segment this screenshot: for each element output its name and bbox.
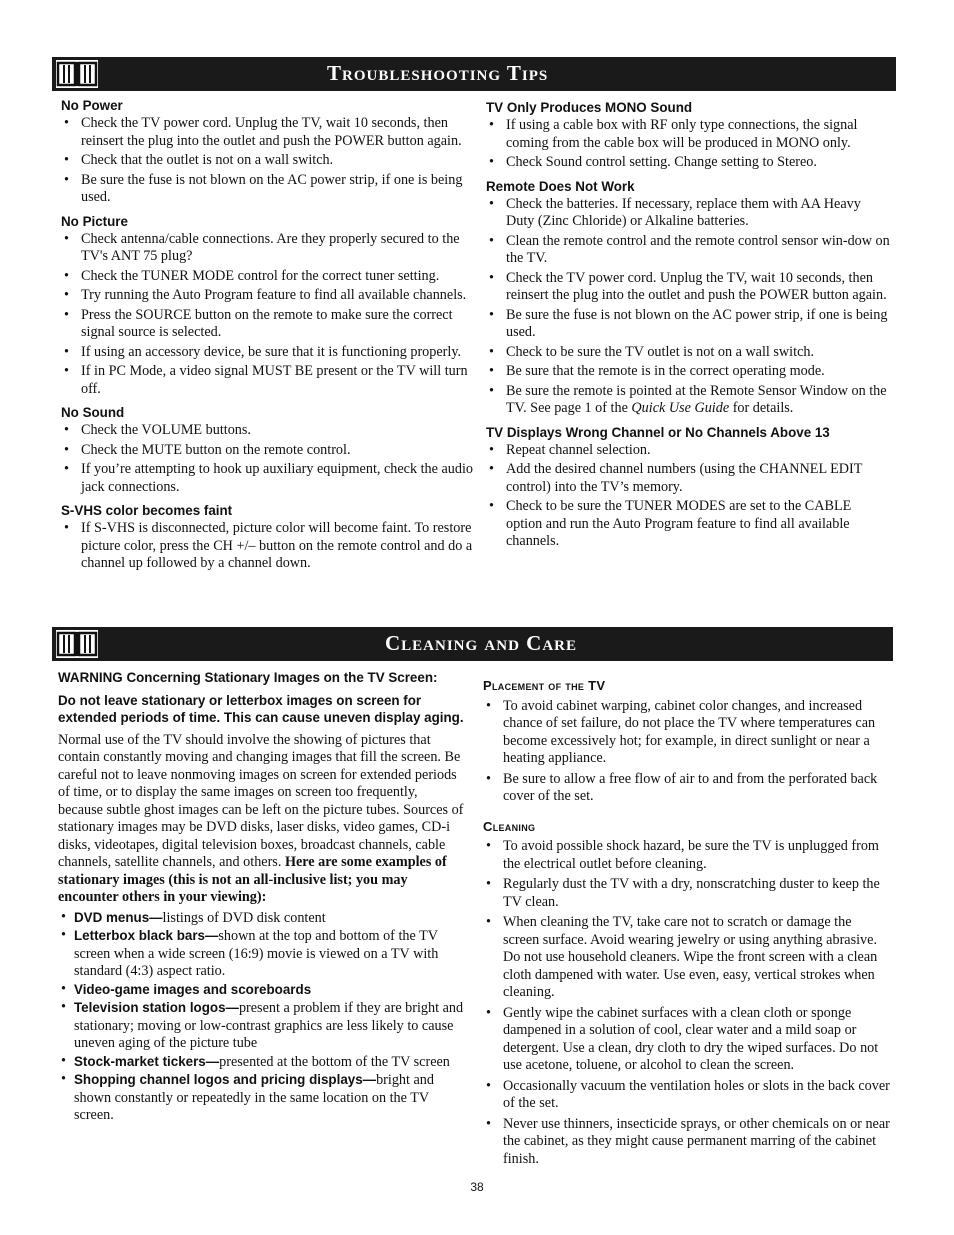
example-item [58,1071,464,1125]
page-number: 38 [470,1180,484,1194]
list-item: • If you’re attempting to hook up auxiliary equipment, check the audio jack connections. [61,461,475,496]
warning-heading: WARNING Concerning Stationary Images on the TV Screen: [58,670,438,685]
list-item: • To avoid possible shock hazard, be sure the TV is unplugged from the electrical outlet before cleaning. [483,838,891,873]
list-item: • Be sure the fuse is not blown on the AC power strip, if one is being used. [61,172,475,207]
cleaning-left-column [58,669,464,1125]
list-item: • Press the SOURCE button on the remote to make sure the correct signal source is selected. [61,307,475,342]
bullet-list [486,442,891,551]
example-term: DVD menus— [74,909,163,925]
placement-heading: Placement of the TV [483,678,606,693]
list-item: • Be sure that the remote is in the correct operating mode. [486,363,891,381]
list-item: • To avoid cabinet warping, cabinet color changes, and increased chance of set failure, do not place the TV where temperatures can become excessively hot; for example, in direct sunlight or near a heating appliance. [483,698,891,768]
example-term: Television station logos— [74,1000,239,1015]
list-item-text: Be sure the remote is pointed at the Remote Sensor Window on the TV. See page 1 of the [506,382,887,416]
list-item: • Check Sound control setting. Change setting to Stereo. [486,154,891,172]
book-icon [54,58,100,90]
example-desc: present a problem if they are bright and stationary; moving or low-contrast graphics are less likely to cause uneven aging of the picture tube [74,1000,464,1051]
list-item-text: for details. [729,400,794,416]
example-term: Video-game images and scoreboards [74,981,312,997]
subsection-heading: TV Displays Wrong Channel or No Channels Above 13 [486,424,830,440]
list-item: • Occasionally vacuum the ventilation holes or slots in the back cover of the set. [483,1078,891,1113]
subsection-heading: No Picture [61,213,128,229]
troubleshooting-banner [52,57,896,91]
troubleshooting-left-column [61,97,475,575]
example-term: Stock-market tickers— [74,1053,220,1069]
list-item: • Gently wipe the cabinet surfaces with a clean cloth or sponge dampened in a solution of cool, clear water and a mild soap or detergent. Use a clean, dry cloth to dry the wiped surfaces. Do not use acetone, toluene, or alcohol to clean the screen. [483,1005,891,1075]
placement-list [483,698,891,806]
list-item: • Add the desired channel numbers (using the CHANNEL EDIT control) into the TV’s memory. [486,461,891,496]
example-desc: listings of DVD disk content [162,909,326,926]
bullet-list [486,117,891,172]
cleaning-list [483,838,891,1168]
list-item: • Check that the outlet is not on a wall switch. [61,152,475,170]
bullet-list [61,115,475,207]
cleaning-right-column [483,667,891,1171]
body-paragraph: Normal use of the TV should involve the showing of pictures that contain constantly moving and changing images that fill the screen. Be careful not to leave nonmoving images on screen for extended periods of time, or to display the same images on screen too frequently, because subtle ghost images can be left on the picture tubes. Sources of stationary images may be DVD disks, laser disks, video games, CD-i disks, videotapes, digital television boxes, broadcast channels, cable channels, satellite channels, and others. Here are some examples of stationary images (this is not an all-inclusive list; you may encounter others in your viewing): [58,731,464,905]
list-item: • Check the MUTE button on the remote control. [61,442,475,460]
subsection-heading: TV Only Produces MONO Sound [486,100,693,115]
subsection-heading: No Power [61,98,123,113]
section-title: Troubleshooting Tips [327,61,549,85]
list-item: • Check the VOLUME buttons. [61,422,475,440]
list-item: • Try running the Auto Program feature to find all available channels. [61,287,475,305]
list-item: • Be sure to allow a free flow of air to and from the perforated back cover of the set. [483,771,891,806]
bullet-list [486,196,891,418]
list-item: • Never use thinners, insecticide sprays, or other chemicals on or near the cabinet, as they might cause permanent marring of the cabinet finish. [483,1116,891,1169]
cleaning-heading: Cleaning [483,818,536,834]
list-item: • Check to be sure the TV outlet is not on a wall switch. [486,344,891,362]
cleaning-banner [52,627,893,661]
example-item [58,999,464,1053]
guide-title: Quick Use Guide [631,400,730,416]
example-term: Shopping channel logos and pricing displays— [74,1072,377,1087]
list-item: • Check to be sure the TUNER MODES are set to the CABLE option and run the Auto Program feature to find all available channels. [486,498,891,551]
list-item: • Check the TUNER MODE control for the correct tuner setting. [61,268,475,286]
list-item: • Be sure the fuse is not blown on the AC power strip, if one is being used. [486,307,891,342]
list-item: • Check the TV power cord. Unplug the TV, wait 10 seconds, then reinsert the plug into the outlet and push the POWER button again. [486,270,891,305]
example-desc: shown at the top and bottom of the TV screen when a wide screen (16:9) movie is viewed on a TV with standard (4:3) aspect ratio. [74,928,439,979]
subsection-heading: No Sound [61,405,125,420]
list-item: • Repeat channel selection. [486,442,891,460]
bullet-list [61,231,475,399]
example-term: Letterbox black bars— [74,928,219,943]
bullet-list [61,422,475,496]
section-title: Cleaning and Care [385,631,578,655]
list-item [486,383,891,418]
book-icon [54,628,100,660]
list-item: • Clean the remote control and the remote control sensor win-dow on the TV. [486,233,891,268]
example-desc: bright and shown constantly or repeatedly in the same location on the TV screen. [74,1072,434,1123]
list-item: • If S-VHS is disconnected, picture color will become faint. To restore picture color, press the CH +/– button on the remote control and do a channel up followed by a channel down. [61,520,475,573]
example-item [58,909,464,928]
list-item: • If using an accessory device, be sure that it is functioning properly. [61,344,475,362]
warning-text: Do not leave stationary or letterbox images on screen for extended periods of time. This can cause uneven display aging. [58,692,464,725]
list-item: • Check antenna/cable connections. Are they properly secured to the TV's ANT 75 plug? [61,231,475,266]
list-item: • Check the TV power cord. Unplug the TV, wait 10 seconds, then reinsert the plug into the outlet and push the POWER button again. [61,115,475,150]
example-item [58,1053,464,1072]
list-item: • If in PC Mode, a video signal MUST BE present or the TV will turn off. [61,363,475,398]
example-desc: presented at the bottom of the TV screen [219,1053,450,1070]
bullet-list [61,520,475,573]
list-item: • Regularly dust the TV with a dry, nonscratching duster to keep the TV clean. [483,876,891,911]
example-item [58,981,464,1000]
list-item: • Check the batteries. If necessary, replace them with AA Heavy Duty (Zinc Chloride) or Alkaline batteries. [486,196,891,231]
example-item [58,927,464,981]
list-item: • If using a cable box with RF only type connections, the signal coming from the cable box will be produced in MONO only. [486,117,891,152]
troubleshooting-right-column [486,99,891,553]
subsection-heading: S-VHS color becomes faint [61,503,233,518]
subsection-heading: Remote Does Not Work [486,178,635,194]
examples-list [58,909,464,1125]
list-item: • When cleaning the TV, take care not to scratch or damage the screen surface. Avoid wearing jewelry or using anything abrasive. Do not use household cleaners. Wipe the front screen with a clean cloth dampened with water. Use even, easy, vertical strokes when cleaning. [483,914,891,1002]
